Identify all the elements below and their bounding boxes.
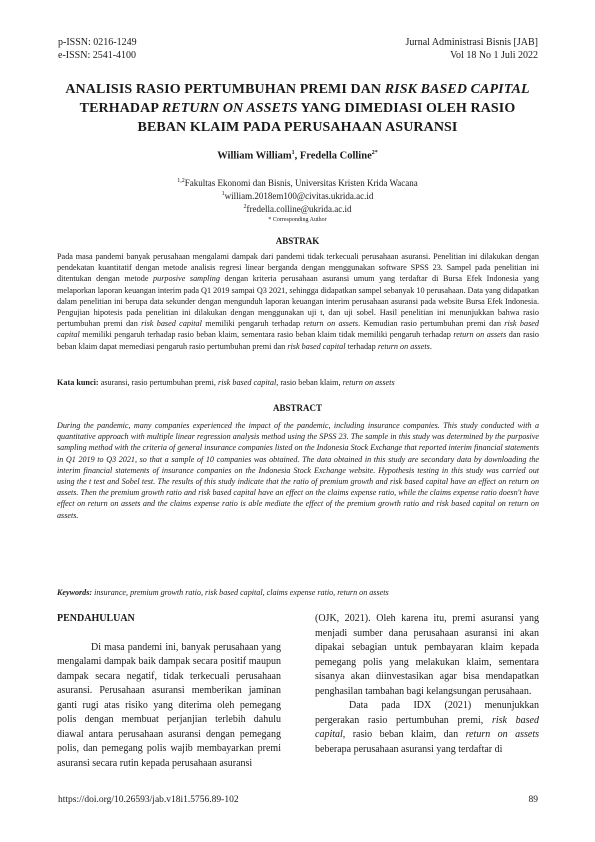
kata-kunci-italic: risk based capital (218, 378, 277, 387)
journal-name: Jurnal Administrasi Bisnis [JAB] (405, 37, 538, 48)
page-number: 89 (528, 795, 538, 805)
kata-kunci-label: Kata kunci: (57, 378, 99, 387)
abstrak-italic: return on assets (453, 330, 507, 340)
author-1-sup: 1 (291, 150, 295, 156)
abstrak-text: terhadap (345, 341, 378, 351)
abstrak-text: . Kemudian rasio pertumbuhan premi dan (358, 319, 505, 329)
abstrak-text: . (429, 341, 432, 351)
pissn: p-ISSN: 0216-1249 (58, 37, 137, 48)
kata-kunci-text: , rasio beban klaim, (276, 378, 343, 387)
title-italic: RETURN ON ASSETS (161, 101, 298, 116)
issn-block (58, 36, 137, 62)
body-text: Data pada IDX (2021) menunjukkan pergerakan rasio pertumbuhan premi, (315, 700, 539, 726)
authors (0, 150, 595, 162)
title-italic: RISK BASED CAPITAL (384, 82, 530, 97)
corresponding-note: * Corresponding Author (268, 217, 327, 223)
faculty: Fakultas Ekonomi dan Bisnis, Universitas Kristen Krida Wacana (184, 178, 418, 188)
abstrak-text: memiliki pengaruh terhadap (201, 319, 304, 329)
email-1[interactable]: william.2018em100@civitas.ukrida.ac.id (224, 191, 374, 201)
body-text: beberapa perusahaan asuransi yang terdaftar di (315, 743, 503, 755)
body-paragraph (315, 699, 539, 757)
abstrak-text: dengan kriteria perusahaan asuransi umum yang terdaftar di Bursa Efek Indonesia yang melaporkan laporan keuangan interim pada Q1 2019 sampai Q3 2021, sehingga didapatkan sampel sebanyak 10 perusahaan. Data yang didapatkan dalam penelitian ini berupa data sekunder dengan mengunduh laporan keuangan interim perusahaan asuransi pada website Bursa Efek Indonesia. Pengujian hipotesis pada penelitian ini dilakukan dengan menggunakan uji t, dan uji sobel. Hasil penelitian ini menunjukkan bahwa rasio pertumbuhan premi dan (57, 274, 539, 329)
title-text: ANALISIS RASIO PERTUMBUHAN PREMI DAN (65, 82, 385, 97)
author-1: William William (217, 150, 292, 162)
body-italic: return on assets (465, 729, 540, 740)
abstrak-text: dan rasio beban klaim dapat memediasi pengaruh rasio pertumbuhan premi dan (57, 330, 539, 351)
email-2[interactable]: fredella.colline@ukrida.ac.id (246, 204, 352, 214)
body-text: , rasio beban klaim, dan (342, 729, 466, 740)
affiliations (0, 176, 595, 226)
abstrak-heading: ABSTRAK (275, 236, 320, 246)
section-heading: PENDAHULUAN (57, 613, 135, 624)
abstrak-italic: purposive sampling (153, 274, 220, 284)
abstrak-italic: risk based capital (57, 319, 539, 340)
keywords-text: insurance, premium growth ratio, risk based capital, claims expense ratio, return on assets (92, 588, 389, 597)
kata-kunci (57, 377, 539, 388)
keywords (57, 587, 539, 598)
author-2: Fredella Colline (299, 150, 372, 162)
eissn: e-ISSN: 2541-4100 (58, 50, 137, 61)
keywords-label: Keywords: (57, 588, 93, 597)
author-2-sup: 2* (371, 150, 378, 156)
journal-block (405, 36, 538, 62)
kata-kunci-text: asuransi, rasio pertumbuhan premi, (98, 378, 219, 387)
paper-title (40, 80, 555, 137)
kata-kunci-italic: return on assets (342, 378, 395, 387)
abstrak-italic: return on assets (377, 341, 430, 351)
body-italic: risk based capital (315, 714, 539, 740)
affil-sup: 1 (221, 191, 225, 197)
title-text: TERHADAP (79, 101, 162, 116)
doi-link[interactable]: https://doi.org/10.26593/jab.v18i1.5756.89-102 (58, 795, 239, 805)
abstract-body: During the pandemic, many companies experienced the impact of the pandemic, including insurance companies. This study conducted with a quantitative approach with multiple linear regression analysis method using the SPSS 23. The sample in this study was determined by the purposive sampling method with the criteria of general insurance companies listed on the Indonesia Stock Exchange that reported interim financial statements in Q1 2019 to Q3 2021, so that a sample of 10 companies was obtained. The data obtained in this study are secondary data by downloading the interim financial statements of insurance companies on the Indonesia Stock Exchange website. Hypothesis testing in this study was carried out using the t test and Sobel test. The results of this study indicate that the ratio of premium growth and risk based capital have an effect on return on assets. Then the premium growth ratio and risk based capital have an effect on the claims expense ratio, while the claims expense ratio doesn't have effect on return on assets and the claims expense ratio is able mediate the effect of the premium growth ratio and risk based capital on return on assets. (57, 421, 539, 520)
journal-volume: Vol 18 No 1 Juli 2022 (450, 50, 538, 61)
right-column (315, 612, 539, 757)
abstrak-body (57, 251, 539, 352)
abstrak-italic: risk based capital (141, 319, 202, 329)
body-paragraph: (OJK, 2021). Oleh karena itu, premi asuransi yang menjadi sumber dana perusahaan asuransi ini akan dipakai sebagian untuk pembayaran klaim kepada pemegang polis yang melakukan klaim, sementara sisanya akan diinvestasikan agar bisa mendapatkan penghasilan tambahan bagi kelangsungan perusahaan. (315, 613, 539, 697)
author-sep: , (294, 150, 300, 162)
abstract-heading: ABSTRACT (272, 403, 322, 413)
body-paragraph: Di masa pandemi ini, banyak perusahaan yang mengalami dampak baik dampak secara positif maupun dampak secara negatif, tidak terkecuali perusahaan asuransi. Perusahaan asuransi memberikan jaminan ganti rugi atas risiko yang diterima oleh pemegang polis dengan membuat perjanjian terlebih dahulu diawal antara perusahaan asuransi dengan pemegang polis, dan pemegang polis wajib membayarkan premi asuransi secara rutin kepada perusahaan asuransi (57, 641, 281, 769)
title-text: YANG DIMEDIASI OLEH RASIO (297, 101, 516, 116)
abstrak-italic: return on assets (303, 319, 359, 329)
abstrak-italic: risk based capital (287, 341, 346, 351)
title-text: BEBAN KLAIM PADA PERUSAHAAN ASURANSI (137, 120, 458, 135)
affil-sup: 2 (243, 204, 247, 210)
abstrak-text: memiliki pengaruh terhadap rasio beban klaim, sementara rasio beban klaim tidak memiliki pengaruh terhadap (79, 330, 454, 340)
left-column (57, 612, 281, 771)
affil-sup: 1,2 (177, 178, 185, 184)
abstrak-text: Pada masa pandemi banyak perusahaan mengalami dampak dari pandemi tidak terkecuali perusahaan asuransi. Penelitian ini dilakukan dengan pendekatan kuantitatif dengan metode analisis regresi linear berganda dengan menggunakan software SPSS 23. Sampel pada penelitian ini ditentukan dengan metode (57, 252, 539, 284)
